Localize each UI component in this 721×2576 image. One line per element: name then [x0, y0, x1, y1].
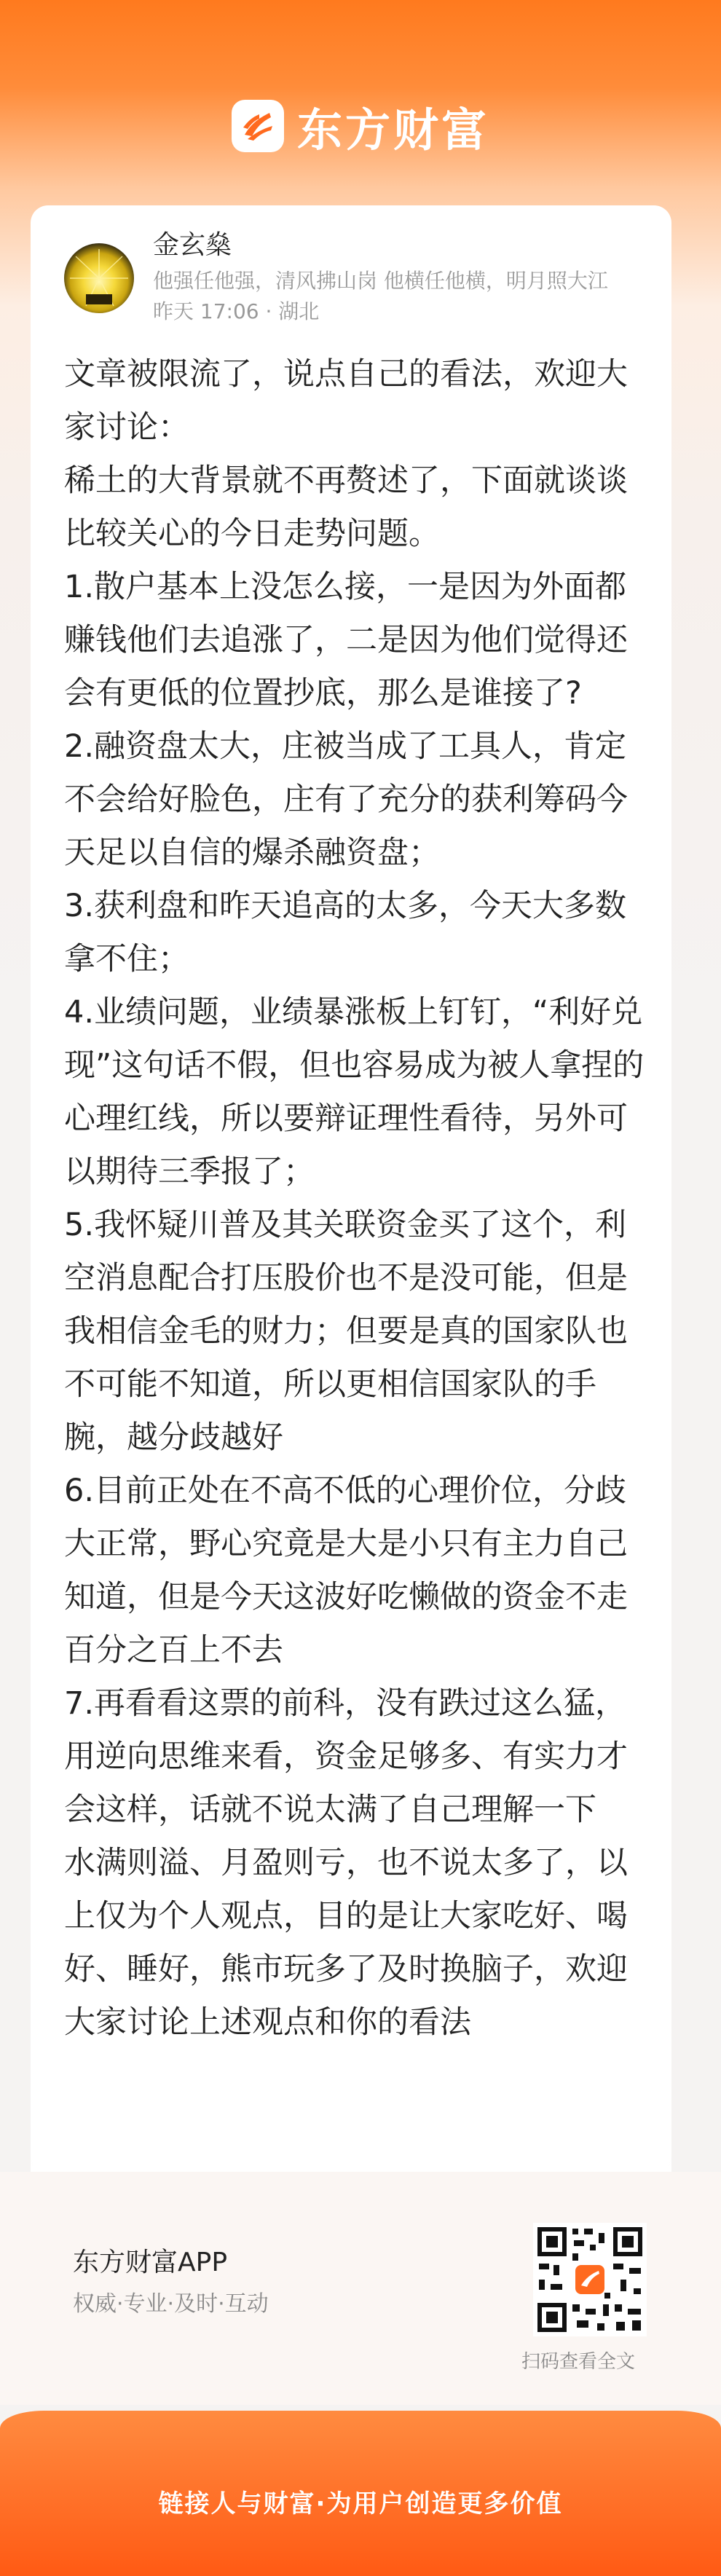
- brand-name: 东方财富: [296, 103, 489, 157]
- app-header-logo: [0, 93, 721, 159]
- post-paragraph: 7.再看看这票的前科，没有跌过这么猛，用逆向思维来看，资金足够多、有实力才会这样，话就不说太满了自己理解一下: [64, 1685, 628, 1828]
- post-paragraph: 3.获利盘和昨天追高的太多，今天大多数拿不住；: [64, 888, 627, 977]
- post-paragraph: 5.我怀疑川普及其关联资金买了这个，利空消息配合打压股价也不是没可能，但是我相信金毛的财力；但要是真的国家队也不可能不知道，所以更相信国家队的手腕，越分歧越好: [64, 1207, 628, 1456]
- avatar[interactable]: [64, 243, 134, 313]
- app-promo-footer: [0, 2172, 721, 2405]
- post-paragraph: 2.融资盘太大，庄被当成了工具人，肯定不会给好脸色，庄有了充分的获利筹码今天足以自信的爆杀融资盘；: [64, 728, 628, 871]
- bottom-banner: [0, 2411, 721, 2576]
- post-paragraph: 1.散户基本上没怎么接，一是因为外面都赚钱他们去追涨了，二是因为他们觉得还会有更低的位置抄底，那么是谁接了?: [64, 569, 628, 712]
- eastmoney-logo-icon: [232, 100, 284, 152]
- post-paragraph: 水满则溢、月盈则亏，也不说太多了，以上仅为个人观点，目的是让大家吃好、喝好、睡好，熊市玩多了及时换脑子，欢迎大家讨论上述观点和你的看法: [64, 1845, 628, 2041]
- post-card: [31, 205, 671, 2172]
- qr-code-icon[interactable]: [533, 2223, 647, 2336]
- post-meta: 昨天 17:06 · 湖北: [153, 299, 320, 323]
- banner-slogan: 链接人与财富·为用户创造更多价值: [158, 2489, 563, 2518]
- post-paragraph: 稀土的大背景就不再赘述了，下面就谈谈比较关心的今日走势问题。: [64, 462, 628, 552]
- app-name: 东方财富APP: [73, 2248, 228, 2277]
- post-paragraph: 文章被限流了，说点自己的看法，欢迎大家讨论：: [64, 356, 628, 446]
- post-paragraph: 4.业绩问题，业绩暴涨板上钉钉，“利好兑现”这句话不假，但也容易成为被人拿捏的心理红线，所以要辩证理性看待，另外可以期待三季报了；: [64, 994, 645, 1190]
- app-slogan: 权威·专业·及时·互动: [73, 2291, 269, 2317]
- author-name[interactable]: 金玄燊: [153, 230, 232, 260]
- content-fade-overlay: [31, 2092, 671, 2172]
- post-paragraph: 6.目前正处在不高不低的心理价位，分歧大正常，野心究竟是大是小只有主力自己知道，但是今天这波好吃懒做的资金不走百分之百上不去: [64, 1473, 628, 1669]
- post-body: [64, 348, 647, 2049]
- qr-caption: 扫码查看全文: [521, 2351, 636, 2373]
- author-bio: 他强任他强，清风拂山岗 他横任他横，明月照大江: [153, 269, 608, 293]
